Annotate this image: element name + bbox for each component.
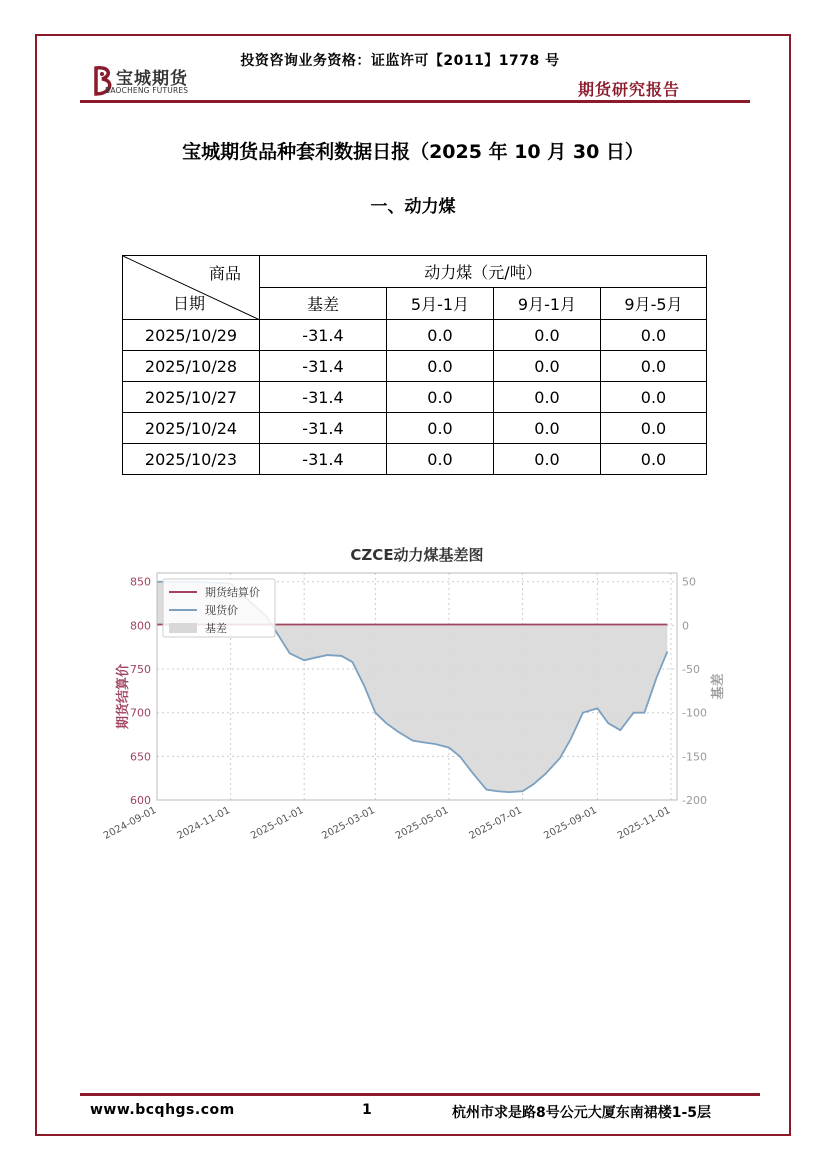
x-tick-label: 2024-11-01 [175, 804, 233, 842]
table-corner-cell [123, 256, 260, 320]
value-cell: 0.0 [494, 413, 601, 444]
value-cell: 0.0 [387, 444, 494, 475]
value-cell: 0.0 [601, 382, 707, 413]
license-text: 投资咨询业务资格：证监许可【2011】1778 号 [240, 53, 560, 69]
y-tick-label: 650 [130, 750, 151, 764]
column-header: 基差 [260, 288, 387, 320]
y2-tick-label: 0 [682, 619, 689, 633]
legend-label: 基差 [205, 622, 227, 635]
value-cell: 0.0 [601, 351, 707, 382]
date-cell: 2025/10/28 [123, 351, 260, 382]
value-cell: 0.0 [601, 444, 707, 475]
value-cell: -31.4 [260, 413, 387, 444]
logo-text-en: BAOCHENG FUTURES [105, 86, 189, 95]
column-header: 9月-1月 [494, 288, 601, 320]
value-cell: 0.0 [387, 382, 494, 413]
header-divider [80, 100, 750, 103]
group-header: 动力煤（元/吨） [260, 256, 707, 288]
basis-chart [100, 538, 740, 858]
y2-tick-label: -50 [682, 663, 700, 677]
page-number: 1 [362, 1102, 372, 1118]
footer-address: 杭州市求是路8号公元大厦东南裙楼1-5层 [452, 1105, 712, 1121]
footer-website-link[interactable]: www.bcqhgs.com [90, 1102, 235, 1118]
corner-label-commodity: 商品 [208, 264, 241, 283]
y2-tick-label: -200 [682, 794, 707, 807]
value-cell: 0.0 [387, 413, 494, 444]
legend-swatch [169, 623, 197, 633]
table-row [123, 382, 707, 413]
x-tick-label: 2025-07-01 [467, 804, 524, 842]
x-tick-label: 2025-05-01 [393, 804, 451, 842]
y2-tick-label: -150 [682, 750, 707, 764]
table-row [123, 444, 707, 475]
value-cell: 0.0 [494, 320, 601, 351]
y-tick-label: 600 [130, 794, 151, 807]
x-tick-label: 2025-09-01 [542, 804, 599, 842]
date-cell: 2025/10/27 [123, 382, 260, 413]
document-title: 宝城期货品种套利数据日报（2025 年 10 月 30 日） [182, 141, 644, 163]
corner-label-date: 日期 [173, 294, 206, 313]
y-tick-label: 800 [130, 619, 151, 633]
section-title: 一、动力煤 [370, 197, 456, 217]
x-tick-label: 2025-01-01 [249, 804, 306, 842]
value-cell: -31.4 [260, 444, 387, 475]
value-cell: -31.4 [260, 382, 387, 413]
table-row [123, 320, 707, 351]
value-cell: 0.0 [387, 351, 494, 382]
y2-axis-label: 基差 [711, 673, 726, 700]
value-cell: 0.0 [601, 320, 707, 351]
y-tick-label: 750 [130, 663, 151, 677]
value-cell: 0.0 [494, 382, 601, 413]
date-cell: 2025/10/23 [123, 444, 260, 475]
x-tick-label: 2025-11-01 [615, 804, 673, 842]
table-row [123, 413, 707, 444]
report-type: 期货研究报告 [578, 80, 681, 99]
value-cell: 0.0 [494, 444, 601, 475]
value-cell: 0.0 [601, 413, 707, 444]
table-row [123, 351, 707, 382]
y-tick-label: 850 [130, 575, 151, 589]
date-cell: 2025/10/29 [123, 320, 260, 351]
column-header: 9月-5月 [601, 288, 707, 320]
value-cell: -31.4 [260, 320, 387, 351]
column-header: 5月-1月 [387, 288, 494, 320]
logo-text-cn: 宝城期货 [116, 69, 188, 89]
x-tick-label: 2024-09-01 [101, 804, 159, 842]
value-cell: 0.0 [387, 320, 494, 351]
footer-divider [80, 1093, 760, 1096]
value-cell: 0.0 [494, 351, 601, 382]
y2-tick-label: -100 [682, 706, 707, 720]
spread-table [122, 255, 707, 475]
date-cell: 2025/10/24 [123, 413, 260, 444]
legend-label: 现货价 [205, 604, 238, 617]
y-tick-label: 700 [130, 706, 151, 720]
chart-title: CZCE动力煤基差图 [350, 546, 484, 564]
x-tick-label: 2025-03-01 [320, 804, 377, 842]
value-cell: -31.4 [260, 351, 387, 382]
legend-label: 期货结算价 [205, 586, 260, 599]
company-logo [90, 64, 210, 100]
y2-tick-label: 50 [682, 575, 696, 589]
y-axis-label: 期货结算价 [116, 663, 131, 730]
